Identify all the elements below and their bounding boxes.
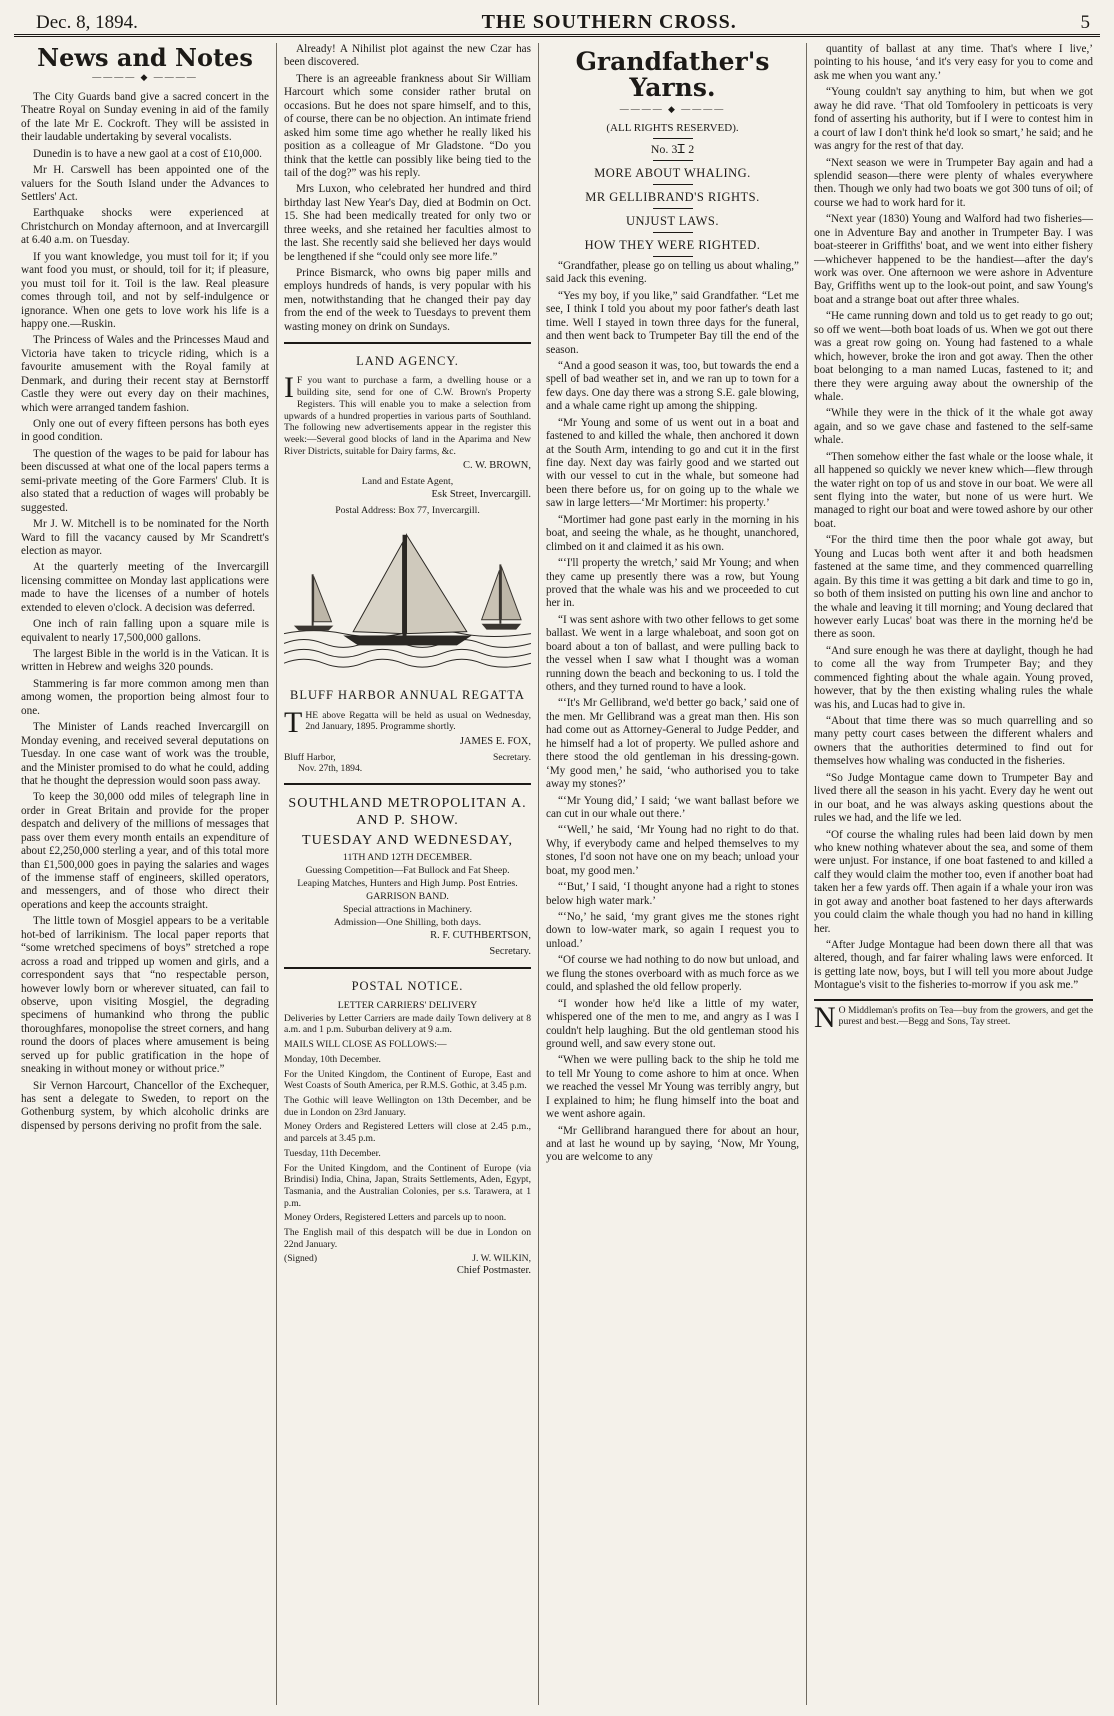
yarn-paragraphs: [546, 260, 799, 1165]
tea-ad-text: O Middleman's profits on Tea—buy from the growers, and get the purest and best.—Begg and Sons, Tay street.: [838, 1004, 1093, 1028]
show-detail-line: GARRISON BAND.: [366, 891, 449, 903]
news-paragraph: Only one out of every fifteen persons has both eyes in good condition.: [21, 418, 269, 444]
masthead: [14, 0, 1100, 37]
regatta-title: BLUFF HARBOR ANNUAL REGATTA: [290, 688, 525, 703]
rights-notice: (ALL RIGHTS RESERVED).: [606, 122, 739, 135]
yarn-paragraph: “Mortimer had gone past early in the morning in his boat, and seeing the whale, as he thought, unanchored, climbed on it and claimed it as his own.: [546, 513, 799, 553]
land-agency-role: Land and Estate Agent,: [361, 476, 454, 488]
postal-detail-line: For the United Kingdom, the Continent of Europe, East and West Coasts of South America, per R.M.S. Gothic, at 3.45 p.m.: [284, 1068, 531, 1092]
show-role: Secretary.: [489, 945, 531, 957]
land-agency-ad: [284, 354, 531, 517]
note-paragraph: Already! A Nihilist plot against the new Czar has been discovered.: [284, 43, 531, 69]
columns: [14, 43, 1100, 1705]
yarn-paragraph: “‘It's Mr Gellibrand, we'd better go back,’ said one of the men. Mr Gellibrand was a great man then. His son had come out as Attorney-General to Judge Pedder, and he himself had a lot of property. We pulled ashore and there stood the old gentleman in his dressing-gown. ‘My good men,’ he said, ‘who authorised you to take away my stones?’: [546, 697, 799, 791]
yarn-paragraph: “I was sent ashore with two other fellows to get some ballast. We went in a large whaleboat, and soon got on board about a ton of ballast, and were pulling back to the vessel when I saw what I thought was a woman running down the beach and beckoning to us. I told the others, and they turned round to have a look.: [546, 613, 799, 693]
yarn-paragraph: “Next season we were in Trumpeter Bay again and had a splendid season—there were plenty of whales everywhere then. Though we only had two boats we got 300 tuns of oil; of course we had to work hard for it.: [814, 156, 1093, 209]
section-divider: [284, 967, 531, 969]
news-paragraphs: [21, 91, 269, 1133]
postal-detail-line: For the United Kingdom, and the Continent of Europe (via Brindisi) India, China, Japan, Straits Settlements, Aden, Egypt, Tasmania, and the Australian Colonies, per s.s. Tarawera, at 1 p.m.: [284, 1162, 531, 1209]
rule: [653, 256, 693, 257]
yarn-paragraph: “About that time there was so much quarrelling and so many petty court cases between the different whalers and owners that the authorities determined to find out for themselves how whaling was conducted in the fisheries.: [814, 715, 1093, 768]
drop-cap: I: [284, 371, 294, 405]
yarn-paragraph: “So Judge Montague came down to Trumpeter Bay and lived there all the season in his yacht. Every day he went out in our boat, and he was always asking questions about the rules we had, and the life we led.: [814, 771, 1093, 825]
postal-subtitle: LETTER CARRIERS' DELIVERY: [337, 999, 478, 1011]
regatta-role: Secretary.: [493, 751, 531, 763]
news-paragraph: One inch of rain falling upon a square mile is equivalent to nearly 17,500,000 gallons.: [21, 618, 269, 644]
yarn-paragraph: “When we were pulling back to the ship he told me to tell Mr Young to come ashore to him at once. When we reached the vessel Mr Young was terribly angry, but I explained to him; he flung himself into the boat and we went ashore again.: [546, 1054, 799, 1121]
postal-notice: [284, 979, 531, 1278]
tea-advertisement: [814, 999, 1093, 1034]
col4-paragraphs: [814, 43, 1093, 993]
postal-detail-line: The English mail of this despatch will be due in London on 22nd January.: [284, 1227, 531, 1250]
yarn-paragraph: “Of course the whaling rules had been laid down by men who knew nothing whatever about the sea, and some of them were unjust. For instance, if one boat fastened to and killed a calf they would claim the mother too, even if another boat had taken her a few yards off. Then again if a whale your iron was in got away and another boat fastened to her days afterwards you could claim the whale though you had no hand in killing her.: [814, 828, 1093, 935]
postal-detail-line: Monday, 10th December.: [284, 1053, 381, 1065]
regatta-text: HE above Regatta will be held as usual on Wednesday, 2nd January, 1895. Programme shortly.: [305, 709, 531, 733]
news-paragraph: The little town of Mosgiel appears to be a veritable hot-bed of larrikinism. The local paper reports that “some wretched specimens of boys” stretched a rope across a road and tripped up women and girls, and a correspondent says that “no respectable person, however lowly born or wherever situated, can fail to observe, upon visiting Mosgiel, the degrading specimens of humankind who throng the public thoroughfares, monopolise the street corners, and hang round the doors of places where amusement is being served up for public gratification in the hope of sneaking in without money or without price.”: [21, 915, 269, 1076]
regatta-date: Nov. 27th, 1894.: [298, 763, 363, 775]
land-agency-signature: C. W. BROWN,: [463, 460, 531, 472]
newspaper-title: THE SOUTHERN CROSS.: [481, 11, 737, 33]
yarn-paragraph: “Mr Young and some of us went out in a boat and fastened to and killed the whale, then anchored it down at the South Arm, intending to go and cut it in the first fine day. Next day was fairly good and we started out with our vessel to cut in the whale, but someone had been there before us, for on going up to the whale we saw in large letters—‘Mr Mortimer: his property.’: [546, 416, 799, 510]
news-paragraph: To keep the 30,000 odd miles of telegraph line in order in Great Britain and provide for the proper despatch and delivery of the millions of messages that pass over them every month entails an expenditure of about £2,250,000 sterling a year, and of this total more than £1,500,000 goes in paying the salaries and wages of the immense staff of engineers, skilled operators, and messengers, and of those who direct their operations and keep the accounts straight.: [21, 791, 269, 911]
sailing-ships-illustration: [284, 524, 531, 674]
yarn-subheading-3: UNJUST LAWS.: [626, 213, 719, 228]
postal-details: [284, 1013, 531, 1251]
postal-detail-line: Deliveries by Letter Carriers are made daily Town delivery at 8 a.m. and 1 p.m. Suburban delivery at 9 a.m.: [284, 1012, 531, 1036]
drop-cap: T: [284, 705, 303, 739]
note-paragraph: Mrs Luxon, who celebrated her hundred and third birthday last New Year's Day, died at Bodmin on Oct. 15. She had been medically treated for only two or three weeks, and she retained her faculties almost to the last. She recently said she believed her days would be lengthened if she “could only see more life.”: [284, 183, 531, 263]
yarn-paragraph: “He came running down and told us to get ready to go out; so off we went—both boat loads of us. When we got out there was a great row going on. Young had fastened to a whale which, however, broke the iron and got away. Then the other boat belonging to a man named Lucas, fastened to it; and there they were arguing away about the ownership of the whale.: [814, 310, 1093, 403]
postal-detail-line: Tuesday, 11th December.: [284, 1147, 381, 1159]
news-paragraph: Mr H. Carswell has been appointed one of the valuers for the South Island under the Advances to Settlers' Act.: [21, 164, 269, 204]
yarn-paragraph: “‘I'll property the wretch,’ said Mr Young; and when they came up presently there was a row, but Young proved that the whale was his and we proceeded to cut her in.: [546, 557, 799, 610]
yarn-subheading-2: MR GELLIBRAND'S RIGHTS.: [585, 189, 760, 204]
news-paragraph: If you want knowledge, you must toil for it; if you want food you must, or should, toil for it; if pleasure, you must toil for it. Toil is the law. Real pleasure comes through toil, and not by self-indulgence or ignorance. When one gets to love work his life is a happy one.—Ruskin.: [21, 250, 269, 330]
note-paragraph: There is an agreeable frankness about Sir William Harcourt which some consider rather brutal on occasions. But he does not spare himself, and to this, of course, there can be no objection. An intimate friend asked him some time ago whether he really liked his position as a colleague of Mr Gladstone. “Do you think that the kettle can possibly like being tied to the tail of the dog?” was his reply.: [284, 72, 531, 179]
yarn-paragraph: “‘Well,’ he said, ‘Mr Young had no right to do that. Why, if everybody came and helped themselves to my stones, I'd soon not have one on my beach; unload your boat, my good men.’: [546, 824, 799, 877]
ornament-divider: [21, 72, 269, 83]
news-paragraph: The Princess of Wales and the Princesses Maud and Victoria have taken to tricycle riding, which is a favourite amusement with the Royal family at Denmark, and during their recent stay at Bernstorff Castle they were out every day on their machines, which were arranged tandem fashion.: [21, 334, 269, 414]
main-yacht: [343, 535, 471, 646]
yarn-paragraph: “‘Mr Young did,’ I said; ‘we want ballast before we can cut in our whale out there.’: [546, 794, 799, 820]
section-divider: [284, 783, 531, 785]
column-grandfathers-yarns: [538, 43, 806, 1705]
yarn-paragraph: “For the third time then the poor whale got away, but Young and Lucas both went after it and both headsmen fastened at the same time, and they commenced quarrelling again. By this time it was getting a bit dark and time to go in, so both of them insisted on putting his own line and anchor to the whale and leaving it till morning; and Young declared that however early Lucas' boat was there in the morning he'd be there as soon.: [814, 534, 1093, 641]
news-paragraph: Dunedin is to have a new gaol at a cost of £10,000.: [33, 147, 262, 160]
postal-detail-line: MAILS WILL CLOSE AS FOLLOWS:—: [284, 1039, 447, 1051]
land-agency-address: Esk Street, Invercargill.: [431, 489, 531, 501]
show-ad: [284, 795, 531, 958]
news-paragraph: The largest Bible in the world is in the Vatican. It is written in Hebrew and weighs 320 pounds.: [21, 648, 269, 674]
regatta-ad: [284, 688, 531, 775]
column-news-notes: [14, 43, 276, 1705]
rule: [653, 138, 693, 139]
yarn-paragraph: “‘But,’ I said, ‘I thought anyone had a right to stones below high water mark.’: [546, 881, 799, 907]
news-paragraph: The question of the wages to be paid for labour has been discussed at what one of the local papers terms a semi-private meeting of the Gore Farmers' Club. It is also stated that a reduction of wages will probably be suggested.: [21, 447, 269, 514]
yarn-paragraph: “And a good season it was, too, but towards the end a spell of bad weather set in, and we ran up to town for a few days. One day there was a strong S.E. gale blowing, and a whale came right up among the shipping.: [546, 359, 799, 413]
yarn-paragraph: “Young couldn't say anything to him, but when we got away he did rave. ‘That old Tomfoolery in petticoats is very fond of asserting his authority, but if I were to contest him in a court of law I don't think he'd look so smart,’ he said; and he was angry for the rest of that day.: [814, 86, 1093, 153]
show-detail-line: Leaping Matches, Hunters and High Jump. Post Entries.: [297, 878, 518, 890]
col2-paragraphs: [284, 43, 531, 334]
news-paragraph: Sir Vernon Harcourt, Chancellor of the Exchequer, has sent a delegate to Sweden, to report on the Gothenburg system, by which alcoholic drinks are dispensed by persons deriving no profit from the sale.: [21, 1079, 269, 1132]
column-notes-ads: [276, 43, 538, 1705]
show-details: [284, 865, 531, 929]
yarn-number: No. 3Ꮖ 2: [650, 142, 695, 157]
news-paragraph: Mr J. W. Mitchell is to be nominated for the North Ward to fill the vacancy caused by Mr Scandrett's election as mayor.: [21, 518, 269, 557]
ornament-divider: [546, 104, 799, 115]
yarn-paragraph: “And sure enough he was there at daylight, though he had to come all the way from Trumpeter Bay; and they commenced fighting about the whale again. Young proved, however, that by the then existing whaling rules the whale was his, and Lucas had to give in.: [814, 644, 1093, 711]
yarn-paragraph: quantity of ballast at any time. That's where I live,’ pointing to his house, ‘and it's very easy for you to come and ask me when you want any.’: [814, 43, 1093, 82]
postal-detail-line: Money Orders and Registered Letters will close at 2.45 p.m., and parcels at 3.45 p.m.: [284, 1121, 531, 1145]
yarn-paragraph: “Grandfather, please go on telling us about whaling,” said Jack this evening.: [546, 259, 799, 286]
yarn-paragraph: “I wonder how he'd like a little of my water, whispered one of the men to me, and angry as I was I couldn't help laughing. But the old gentleman stood his ground well, and saw every stone out.: [546, 997, 799, 1050]
regatta-place: Bluff Harbor,: [284, 751, 336, 763]
show-signature: R. F. CUTHBERTSON,: [430, 929, 531, 941]
postal-detail-line: The Gothic will leave Wellington on 13th December, and be due in London on 23rd January.: [284, 1094, 531, 1118]
rule: [653, 184, 693, 185]
news-paragraph: The Minister of Lands reached Invercargill on Monday evening, and received several deputations on Tuesday. In one case want of work was the trouble, and the Minister promised to do what he could, adding that he thought the depression would soon pass away.: [21, 721, 269, 787]
yarn-paragraph: “Mr Gellibrand harangued there for about an hour, and at last he wound up by saying, ‘Now, Mr Young, you are welcome to any: [546, 1124, 799, 1164]
yarn-paragraph: “Next year (1830) Young and Walford had two fisheries—one in Adventure Bay and another in Trumpeter Bay. I was boat-steerer in Griffiths' boat, and we went into either fishery—whichever happened to be the handiest—after the day's work was over. One afternoon we were ashore in Adventure Bay, Griffiths went up to the look-out point, and saw Young's boat and a strange boat out after three whales.: [814, 213, 1093, 306]
postal-role: Chief Postmaster.: [456, 1265, 531, 1277]
postal-signature: J. W. WILKIN,: [472, 1253, 531, 1265]
show-days: TUESDAY AND WEDNESDAY,: [302, 833, 513, 849]
news-paragraph: Stammering is far more common among men than among women, the proportion being almost four to one.: [21, 677, 269, 717]
land-agency-text: F you want to purchase a farm, a dwelling house or a building site, send for one of C.W. Brown's Property Registers. This will enable you to make a selection from upwards of a hundred properties in various parts of Southland. The following new advertisements appear in the register this week:—Several good blocks of land in the Aparima and New River Districts, suitable for Dairy farms, &c.: [284, 375, 531, 457]
issue-date: Dec. 8, 1894.: [36, 12, 138, 33]
yarn-paragraph: “‘No,’ he said, ‘my grant gives me the stones right down to low-water mark, so again I request you to unload.’: [546, 911, 799, 950]
show-title: SOUTHLAND METROPOLITAN A. AND P. SHOW.: [288, 796, 527, 829]
page-number: 5: [1080, 12, 1090, 33]
land-agency-title: LAND AGENCY.: [356, 354, 459, 369]
postal-detail-line: Money Orders, Registered Letters and parcels up to noon.: [284, 1212, 507, 1224]
note-paragraph: Prince Bismarck, who owns big paper mills and employs hundreds of hands, is very popular with his men, notwithstanding that he changed their pay day from the end of the week to Tuesdays to prevent them wasting money on drink on Sundays.: [284, 267, 531, 333]
news-paragraph: The City Guards band give a sacred concert in the Theatre Royal on Sunday evening in aid of the family of the late Mr E. Cockroft. They will be assisted in their laudable undertaking by several vocalists.: [21, 90, 269, 144]
yarn-paragraph: “Of course we had nothing to do now but unload, and we flung the stones overboard with as much force as we could, and splashed the old fellow properly.: [546, 954, 799, 994]
yarn-paragraph: “Yes my boy, if you like,” said Grandfather. “Let me see, I think I told you about my poor father's death last time. Well I stayed in town three days for the funeral, and then went back to Trumpeter Bay till the end of the season.: [546, 289, 799, 356]
yarn-paragraph: “While they were in the thick of it the whale got away again, and so we gave chase and fastened to the self-same whale.: [814, 407, 1093, 447]
show-detail-line: Guessing Competition—Fat Bullock and Fat Sheep.: [305, 865, 510, 877]
yarn-subheading-1: MORE ABOUT WHALING.: [594, 165, 751, 180]
drop-cap: N: [814, 1000, 836, 1034]
land-agency-postal: Postal Address: Box 77, Invercargill.: [335, 504, 480, 516]
show-detail-line: Admission—One Shilling, both days.: [333, 917, 482, 929]
yarn-paragraph: “After Judge Montague had been down there all that was altered, though, and far fairer whaling laws were enforced. It is getting late now, boys, but I will tell you more about Judge Montague's visit to the fisheries to-morrow if you ask me.”: [814, 939, 1093, 992]
news-paragraph: At the quarterly meeting of the Invercargill licensing committee on Monday last applications were made to have the licenses of a number of hotels extended to eleven o'clock. A decision was deferred.: [21, 561, 269, 614]
section-divider: [284, 342, 531, 344]
news-paragraph: Earthquake shocks were experienced at Christchurch on Monday afternoon, and at Invercargill at 6.40 a.m. on Tuesday.: [21, 207, 269, 247]
column-yarns-continued: [806, 43, 1100, 1705]
regatta-signature: JAMES E. FOX,: [459, 735, 531, 747]
yarns-heading: Grandfather's Yarns.: [575, 47, 770, 103]
news-heading: News and Notes: [37, 43, 253, 72]
postal-title: POSTAL NOTICE.: [351, 978, 464, 993]
yarn-subheading-4: HOW THEY WERE RIGHTED.: [584, 237, 761, 252]
show-dates: 11TH AND 12TH DECEMBER.: [342, 852, 473, 864]
rule: [653, 208, 693, 209]
postal-signed: (Signed): [284, 1253, 318, 1265]
show-detail-line: Special attractions in Machinery.: [343, 904, 472, 916]
rule: [653, 160, 693, 161]
yarn-paragraph: “Then somehow either the fast whale or the loose whale, it all happened so quickly we never knew which—flew through the water right on top of us and stove in our boat. We were all sent flying into the water, but none of us were hurt. We managed to right our boat and were towed ashore by our other boat.: [814, 450, 1093, 530]
rule: [653, 232, 693, 233]
